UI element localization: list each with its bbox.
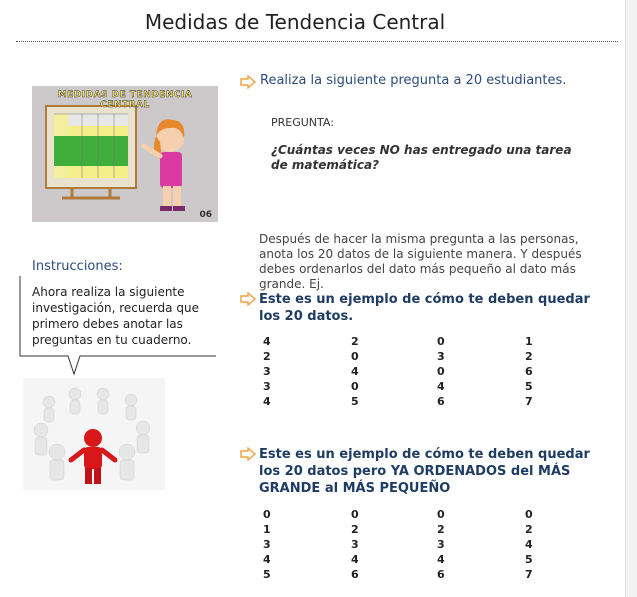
data-cell: 3 — [263, 365, 271, 378]
data-row — [263, 523, 553, 538]
data-cell: 3 — [263, 380, 271, 393]
data-cell: 2 — [351, 523, 359, 536]
data-cell: 5 — [525, 380, 533, 393]
data-cell: 0 — [437, 365, 445, 378]
example2-data-grid — [263, 508, 553, 583]
data-cell: 5 — [525, 553, 533, 566]
right-scroll-edge — [625, 0, 637, 597]
data-cell: 6 — [525, 365, 533, 378]
data-cell: 3 — [437, 538, 445, 551]
data-row — [263, 335, 553, 350]
data-row — [263, 350, 553, 365]
data-row — [263, 365, 553, 380]
data-cell: 0 — [437, 335, 445, 348]
data-row — [263, 568, 553, 583]
data-cell: 3 — [351, 538, 359, 551]
data-cell: 2 — [525, 350, 533, 363]
pregunta-text: ¿Cuántas veces NO has entregado una tarea de matemática? — [271, 143, 572, 172]
arrow-bullet-icon — [240, 75, 256, 89]
data-cell: 5 — [351, 395, 359, 408]
data-cell: 4 — [263, 553, 271, 566]
data-cell: 2 — [263, 350, 271, 363]
data-row — [263, 395, 553, 410]
data-row — [263, 380, 553, 395]
data-cell: 4 — [525, 538, 533, 551]
data-cell: 7 — [525, 395, 533, 408]
data-cell: 4 — [437, 380, 445, 393]
question-instruction: Realiza la siguiente pregunta a 20 estudiantes. — [260, 73, 567, 88]
data-cell: 4 — [437, 553, 445, 566]
data-cell: 4 — [351, 553, 359, 566]
data-cell: 1 — [263, 523, 271, 536]
data-cell: 2 — [525, 523, 533, 536]
instructions-title: Instrucciones: — [32, 259, 123, 274]
page-number-badge: 06 — [199, 210, 212, 220]
arrow-bullet-icon — [240, 447, 256, 461]
data-row — [263, 553, 553, 568]
data-cell: 4 — [263, 395, 271, 408]
data-cell: 4 — [351, 365, 359, 378]
example1-data-grid — [263, 335, 553, 410]
data-cell: 2 — [437, 523, 445, 536]
data-cell: 6 — [437, 395, 445, 408]
data-cell: 5 — [263, 568, 271, 581]
pregunta-label: PREGUNTA: — [271, 116, 334, 129]
data-cell: 4 — [263, 335, 271, 348]
data-cell: 3 — [263, 538, 271, 551]
data-row — [263, 538, 553, 553]
people-holding-hands-image — [23, 378, 165, 490]
arrow-bullet-icon — [240, 292, 256, 306]
data-cell: 0 — [351, 380, 359, 393]
data-cell: 1 — [525, 335, 533, 348]
data-cell: 0 — [437, 508, 445, 521]
page-title: Medidas de Tendencia Central — [144, 10, 446, 34]
data-cell: 6 — [437, 568, 445, 581]
data-cell: 0 — [351, 350, 359, 363]
example2-heading: Este es un ejemplo de cómo te deben quedar los 20 datos pero YA ORDENADOS del MÁS GRANDE al MÁS PEQUEÑO — [259, 447, 590, 496]
data-cell: 0 — [525, 508, 533, 521]
board-title: MEDIDAS DE TENDENCIA CENTRAL — [57, 90, 193, 110]
data-cell: 2 — [351, 335, 359, 348]
task-description: Después de hacer la misma pregunta a las personas, anota los 20 datos de la siguiente manera. Y después debes ordenarlos del dato más pequeño al dato más grande. Ej. — [259, 232, 582, 291]
instructions-text: Ahora realiza la siguiente investigación, recuerda que primero debes anotar las preguntas en tu cuaderno. — [32, 285, 199, 347]
data-cell: 6 — [351, 568, 359, 581]
data-cell: 7 — [525, 568, 533, 581]
data-row — [263, 508, 553, 523]
people-circle-illustration — [23, 378, 165, 490]
title-divider — [16, 41, 618, 42]
example1-heading: Este es un ejemplo de cómo te deben quedar los 20 datos. — [259, 292, 590, 324]
board-illustration — [32, 86, 218, 222]
data-cell: 0 — [351, 508, 359, 521]
data-cell: 3 — [437, 350, 445, 363]
data-cell: 0 — [263, 508, 271, 521]
